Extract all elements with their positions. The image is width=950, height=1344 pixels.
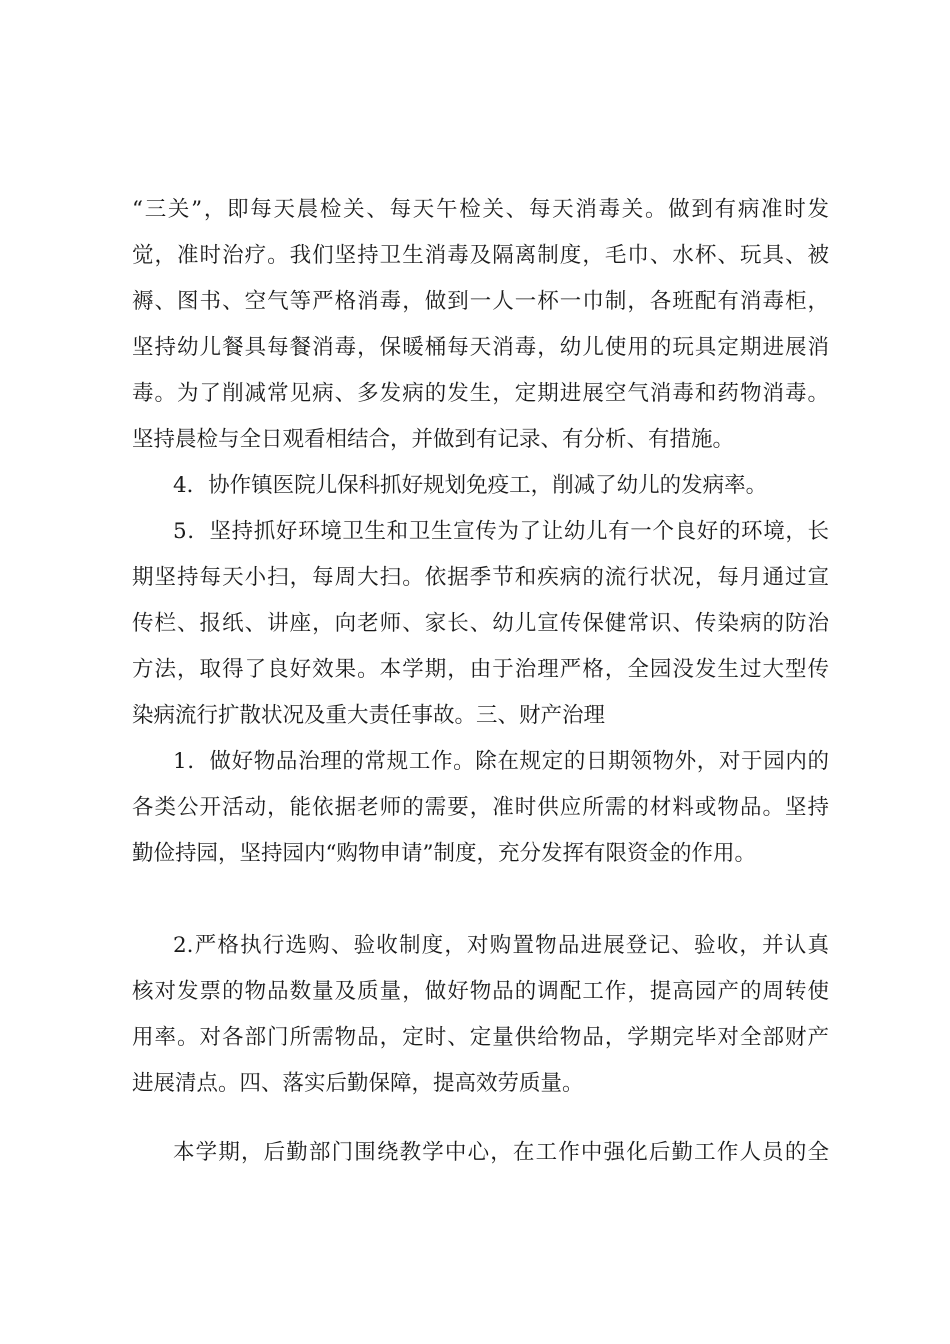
paragraph-line: 传栏、报纸、讲座，向老师、家长、幼儿宣传保健常识、传染病的防治 (132, 611, 829, 636)
paragraph-line: 期坚持每天小扫，每周大扫。依据季节和疾病的流行状况，每月通过宣 (132, 565, 829, 590)
paragraph-line: 核对发票的物品数量及质量，做好物品的调配工作，提高园产的周转使 (132, 979, 829, 1004)
paragraph-line: “三关”，即每天晨检关、每天午检关、每天消毒关。做到有病准时发 (132, 197, 829, 222)
paragraph-line: 毒。为了削减常见病、多发病的发生，定期进展空气消毒和药物消毒。 (132, 381, 829, 406)
paragraph-line: 本学期，后勤部门围绕教学中心，在工作中强化后勤工作人员的全 (173, 1140, 829, 1165)
paragraph-line: 方法，取得了良好效果。本学期，由于治理严格，全园没发生过大型传 (132, 657, 829, 682)
paragraph-line: 1．做好物品治理的常规工作。除在规定的日期领物外，对于园内的 (173, 749, 829, 774)
paragraph-line: 褥、图书、空气等严格消毒，做到一人一杯一巾制，各班配有消毒柜， (132, 289, 829, 314)
paragraph-line: 进展清点。四、落实后勤保障，提高效劳质量。 (132, 1071, 584, 1096)
paragraph-line: 各类公开活动，能依据老师的需要，准时供应所需的材料或物品。坚持 (132, 795, 829, 820)
paragraph-line: 5．坚持抓好环境卫生和卫生宣传为了让幼儿有一个良好的环境，长 (173, 519, 829, 544)
paragraph-line: 用率。对各部门所需物品，定时、定量供给物品，学期完毕对全部财产 (132, 1025, 829, 1050)
paragraph-line: 勤俭持园，坚持园内“购物申请”制度，充分发挥有限资金的作用。 (132, 841, 756, 866)
paragraph-line: 坚持晨检与全日观看相结合，并做到有记录、有分析、有措施。 (132, 427, 735, 452)
paragraph-line: 4．协作镇医院儿保科抓好规划免疫工，削减了幼儿的发病率。 (173, 473, 768, 498)
paragraph-line: 坚持幼儿餐具每餐消毒，保暖桶每天消毒，幼儿使用的玩具定期进展消 (132, 335, 829, 360)
paragraph-line: 染病流行扩散状况及重大责任事故。三、财产治理 (132, 703, 606, 728)
paragraph-line: 觉，准时治疗。我们坚持卫生消毒及隔离制度，毛巾、水杯、玩具、被 (132, 243, 829, 268)
paragraph-line: 2.严格执行选购、验收制度，对购置物品进展登记、验收，并认真 (173, 933, 829, 958)
